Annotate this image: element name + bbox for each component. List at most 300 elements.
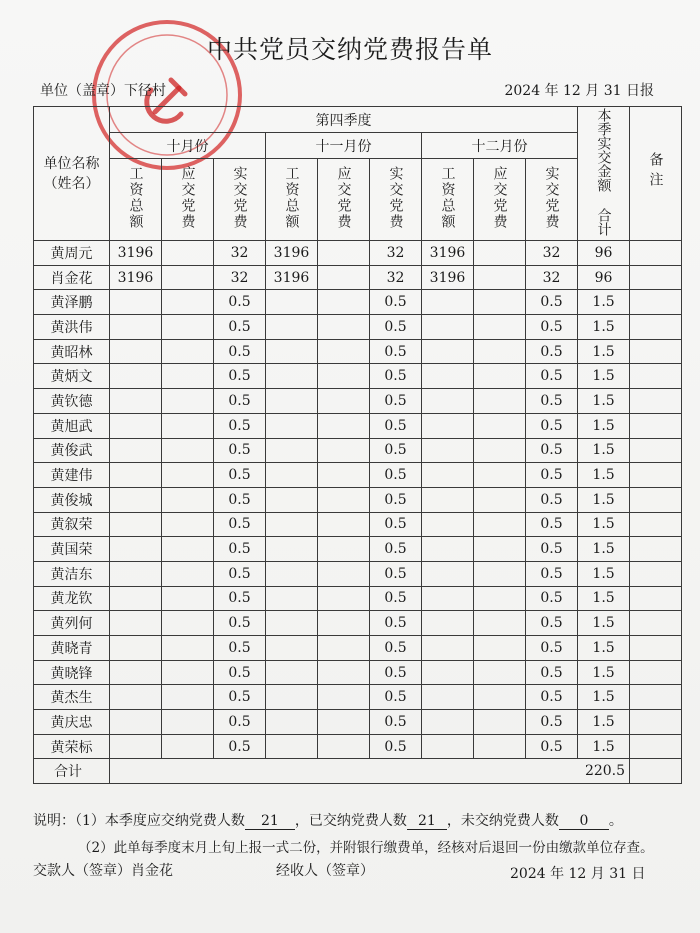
dues-cell xyxy=(162,660,214,685)
member-name: 黄庆忠 xyxy=(34,710,110,735)
header-name-col xyxy=(34,107,110,241)
receiver-label: 经收人（签章） xyxy=(276,863,374,879)
dues-cell xyxy=(266,438,318,463)
dues-cell: 0.5 xyxy=(214,512,266,537)
quarter-total: 96 xyxy=(578,265,630,290)
member-name: 黄周元 xyxy=(34,241,110,266)
table-row xyxy=(34,586,682,611)
remarks-cell xyxy=(630,611,682,636)
quarter-total: 1.5 xyxy=(578,290,630,315)
header-sub-col-text: 工资总额 xyxy=(439,165,456,230)
remarks-cell xyxy=(630,339,682,364)
member-name: 黄泽鹏 xyxy=(34,290,110,315)
dues-cell xyxy=(266,290,318,315)
dues-cell xyxy=(318,586,370,611)
dues-cell xyxy=(318,487,370,512)
dues-cell xyxy=(110,710,162,735)
table-row xyxy=(34,734,682,759)
dues-cell: 0.5 xyxy=(526,685,578,710)
dues-cell xyxy=(422,339,474,364)
dues-cell xyxy=(162,315,214,340)
table-row xyxy=(34,389,682,414)
remarks-cell xyxy=(630,487,682,512)
dues-cell: 0.5 xyxy=(214,315,266,340)
dues-cell xyxy=(162,512,214,537)
remarks-cell xyxy=(630,537,682,562)
quarter-total: 1.5 xyxy=(578,364,630,389)
unpaid-count: 0 xyxy=(559,813,609,830)
dues-cell xyxy=(474,438,526,463)
remarks-cell xyxy=(630,413,682,438)
dues-cell xyxy=(162,487,214,512)
table-row xyxy=(34,685,682,710)
dues-cell xyxy=(110,734,162,759)
dues-cell: 0.5 xyxy=(526,636,578,661)
sum-label: 合计 xyxy=(34,759,110,784)
note-prefix: 说明：（1）本季度应交纳党费人数 xyxy=(33,813,245,829)
table-row xyxy=(34,537,682,562)
member-name: 黄俊武 xyxy=(34,438,110,463)
header-sub-col xyxy=(526,159,578,241)
dues-cell: 0.5 xyxy=(370,413,422,438)
due-count: 21 xyxy=(245,813,295,830)
dues-cell xyxy=(474,636,526,661)
dues-cell xyxy=(422,315,474,340)
dues-cell: 0.5 xyxy=(526,660,578,685)
table-row xyxy=(34,438,682,463)
dues-cell: 0.5 xyxy=(214,364,266,389)
quarter-total: 1.5 xyxy=(578,463,630,488)
header-sub-col xyxy=(266,159,318,241)
unit-name: 下径村 xyxy=(124,83,166,99)
dues-cell xyxy=(162,413,214,438)
dues-cell xyxy=(110,512,162,537)
table-row xyxy=(34,636,682,661)
dues-cell xyxy=(318,339,370,364)
footer-date: 2024 年 12 月 31 日 xyxy=(510,866,646,882)
dues-cell xyxy=(162,290,214,315)
note-end: 。 xyxy=(608,813,623,829)
dues-cell xyxy=(318,241,370,266)
remarks-cell xyxy=(630,759,682,784)
quarter-total: 1.5 xyxy=(578,561,630,586)
header-sub-col xyxy=(214,159,266,241)
dues-cell: 0.5 xyxy=(370,636,422,661)
dues-cell xyxy=(162,561,214,586)
dues-cell xyxy=(110,290,162,315)
header-remarks-text: 备注 xyxy=(647,151,664,192)
dues-cell: 0.5 xyxy=(214,685,266,710)
dues-cell xyxy=(422,364,474,389)
dues-cell xyxy=(162,636,214,661)
header-month-12: 十二月份 xyxy=(422,133,578,159)
payer-line xyxy=(33,860,173,880)
dues-cell xyxy=(266,487,318,512)
header-sub-col xyxy=(318,159,370,241)
dues-cell: 0.5 xyxy=(370,611,422,636)
dues-cell xyxy=(474,290,526,315)
dues-cell xyxy=(162,611,214,636)
dues-cell xyxy=(266,413,318,438)
member-name: 黄炳文 xyxy=(34,364,110,389)
dues-cell xyxy=(474,537,526,562)
dues-cell: 0.5 xyxy=(214,561,266,586)
member-name: 黄荣标 xyxy=(34,734,110,759)
remarks-cell xyxy=(630,265,682,290)
dues-cell: 0.5 xyxy=(214,734,266,759)
quarter-total: 1.5 xyxy=(578,710,630,735)
header-sub-col-text: 应交党费 xyxy=(179,165,196,230)
dues-cell xyxy=(474,561,526,586)
dues-cell xyxy=(162,364,214,389)
member-name: 黄龙钦 xyxy=(34,586,110,611)
member-name: 黄叙荣 xyxy=(34,512,110,537)
dues-cell: 0.5 xyxy=(370,660,422,685)
dues-cell xyxy=(318,512,370,537)
sum-row xyxy=(34,759,682,784)
dues-cell xyxy=(318,636,370,661)
dues-cell xyxy=(474,265,526,290)
header-sub-col-text: 应交党费 xyxy=(335,165,352,230)
dues-cell: 0.5 xyxy=(370,561,422,586)
dues-cell: 0.5 xyxy=(370,734,422,759)
quarter-total: 1.5 xyxy=(578,438,630,463)
member-name: 黄晓锋 xyxy=(34,660,110,685)
dues-cell: 3196 xyxy=(266,265,318,290)
header-sub-col xyxy=(474,159,526,241)
dues-cell xyxy=(474,710,526,735)
dues-cell xyxy=(474,512,526,537)
dues-cell: 0.5 xyxy=(370,290,422,315)
dues-cell xyxy=(422,636,474,661)
page-title: 中共党员交纳党费报告单 xyxy=(206,35,493,64)
table-row xyxy=(34,463,682,488)
dues-cell: 0.5 xyxy=(214,339,266,364)
dues-cell xyxy=(422,586,474,611)
dues-cell xyxy=(318,734,370,759)
dues-cell: 0.5 xyxy=(214,537,266,562)
dues-cell xyxy=(474,611,526,636)
remarks-cell xyxy=(630,734,682,759)
header-sub-col-text: 实交党费 xyxy=(231,165,248,230)
dues-cell xyxy=(318,389,370,414)
remarks-cell xyxy=(630,290,682,315)
dues-cell xyxy=(422,413,474,438)
dues-cell xyxy=(318,710,370,735)
table-row xyxy=(34,241,682,266)
dues-cell xyxy=(110,636,162,661)
dues-cell xyxy=(110,685,162,710)
member-name: 黄昭林 xyxy=(34,339,110,364)
dues-cell xyxy=(162,586,214,611)
dues-cell xyxy=(318,413,370,438)
remarks-cell xyxy=(630,685,682,710)
table-row xyxy=(34,339,682,364)
dues-cell: 0.5 xyxy=(370,339,422,364)
dues-cell: 0.5 xyxy=(214,660,266,685)
dues-cell: 0.5 xyxy=(370,438,422,463)
header-sub-col-text: 实交党费 xyxy=(543,165,560,230)
header-sub-col-text: 工资总额 xyxy=(127,165,144,230)
dues-cell xyxy=(318,561,370,586)
dues-cell xyxy=(266,315,318,340)
dues-cell xyxy=(422,487,474,512)
payer-label: 交款人（签章） xyxy=(33,863,131,879)
dues-cell xyxy=(110,586,162,611)
dues-cell xyxy=(266,339,318,364)
dues-cell: 0.5 xyxy=(526,364,578,389)
member-name: 黄旭武 xyxy=(34,413,110,438)
dues-cell: 32 xyxy=(526,265,578,290)
table-row xyxy=(34,487,682,512)
dues-cell xyxy=(422,660,474,685)
remarks-cell xyxy=(630,561,682,586)
header-sub-col xyxy=(162,159,214,241)
dues-cell xyxy=(474,463,526,488)
dues-cell: 0.5 xyxy=(214,586,266,611)
dues-cell xyxy=(110,413,162,438)
dues-cell xyxy=(110,364,162,389)
dues-cell xyxy=(318,290,370,315)
dues-cell xyxy=(266,364,318,389)
dues-cell: 0.5 xyxy=(214,438,266,463)
dues-cell xyxy=(162,265,214,290)
member-name: 黄列何 xyxy=(34,611,110,636)
dues-cell xyxy=(110,487,162,512)
dues-cell xyxy=(422,611,474,636)
header-remarks-col xyxy=(630,107,682,241)
note-line-2: （2）此单每季度末月上旬上报一式二份，并附银行缴费单，经核对后退回一份由缴款单位存查。 xyxy=(78,840,654,856)
dues-cell: 0.5 xyxy=(214,389,266,414)
dues-cell: 0.5 xyxy=(526,315,578,340)
dues-cell: 0.5 xyxy=(370,537,422,562)
dues-cell: 0.5 xyxy=(370,512,422,537)
header-sub-col xyxy=(370,159,422,241)
header-sub-col-text: 应交党费 xyxy=(491,165,508,230)
dues-cell xyxy=(266,685,318,710)
note-mid-1: ，已交纳党费人数 xyxy=(294,813,407,829)
quarter-total: 1.5 xyxy=(578,487,630,512)
dues-cell: 0.5 xyxy=(526,586,578,611)
table-row xyxy=(34,290,682,315)
dues-cell: 0.5 xyxy=(214,636,266,661)
dues-cell xyxy=(162,339,214,364)
dues-cell: 0.5 xyxy=(370,685,422,710)
dues-cell: 0.5 xyxy=(370,364,422,389)
dues-cell xyxy=(318,364,370,389)
dues-cell: 0.5 xyxy=(214,611,266,636)
table-row xyxy=(34,512,682,537)
quarter-total: 1.5 xyxy=(578,685,630,710)
note-mid-2: ，未交纳党费人数 xyxy=(446,813,559,829)
dues-cell xyxy=(474,315,526,340)
table-row xyxy=(34,660,682,685)
header-month-11: 十一月份 xyxy=(266,133,422,159)
quarter-total: 96 xyxy=(578,241,630,266)
dues-cell: 0.5 xyxy=(214,710,266,735)
remarks-cell xyxy=(630,463,682,488)
paid-count: 21 xyxy=(407,813,447,830)
note-line-1 xyxy=(33,810,623,830)
dues-cell: 0.5 xyxy=(370,586,422,611)
dues-cell xyxy=(318,265,370,290)
dues-cell: 0.5 xyxy=(526,710,578,735)
quarter-total: 1.5 xyxy=(578,512,630,537)
dues-cell: 0.5 xyxy=(370,487,422,512)
dues-cell xyxy=(474,734,526,759)
dues-cell: 0.5 xyxy=(526,611,578,636)
dues-cell xyxy=(162,537,214,562)
dues-table xyxy=(33,106,682,784)
dues-cell: 0.5 xyxy=(214,487,266,512)
dues-cell xyxy=(266,389,318,414)
quarter-total: 1.5 xyxy=(578,413,630,438)
dues-cell xyxy=(110,660,162,685)
member-name: 黄晓青 xyxy=(34,636,110,661)
table-row xyxy=(34,413,682,438)
dues-cell xyxy=(422,685,474,710)
dues-cell: 0.5 xyxy=(214,290,266,315)
dues-cell xyxy=(318,438,370,463)
dues-cell xyxy=(474,339,526,364)
table-row xyxy=(34,315,682,340)
member-name: 黄建伟 xyxy=(34,463,110,488)
dues-cell xyxy=(266,586,318,611)
dues-cell xyxy=(162,685,214,710)
header-sub-col xyxy=(110,159,162,241)
dues-cell xyxy=(422,710,474,735)
quarter-total: 1.5 xyxy=(578,315,630,340)
dues-cell xyxy=(110,389,162,414)
remarks-cell xyxy=(630,710,682,735)
dues-cell xyxy=(422,290,474,315)
dues-cell: 3196 xyxy=(422,241,474,266)
dues-cell xyxy=(318,611,370,636)
dues-cell xyxy=(266,636,318,661)
dues-cell: 0.5 xyxy=(526,487,578,512)
unit-line xyxy=(40,80,166,100)
header-total-text: 本季实交金额 合计 xyxy=(595,107,612,236)
dues-cell xyxy=(110,438,162,463)
remarks-cell xyxy=(630,389,682,414)
member-name: 黄洪伟 xyxy=(34,315,110,340)
member-name: 黄杰生 xyxy=(34,685,110,710)
dues-cell xyxy=(162,710,214,735)
dues-cell: 3196 xyxy=(110,265,162,290)
header-name-text: 单位名称（姓名） xyxy=(43,155,100,192)
table-row xyxy=(34,611,682,636)
dues-cell xyxy=(162,241,214,266)
member-name: 黄钦德 xyxy=(34,389,110,414)
dues-cell xyxy=(266,734,318,759)
dues-cell: 0.5 xyxy=(526,734,578,759)
header-sub-col-text: 工资总额 xyxy=(283,165,300,230)
quarter-total: 1.5 xyxy=(578,586,630,611)
header-month-10: 十月份 xyxy=(110,133,266,159)
payer-name: 肖金花 xyxy=(131,863,173,879)
dues-cell xyxy=(266,710,318,735)
quarter-total: 1.5 xyxy=(578,660,630,685)
dues-cell xyxy=(474,487,526,512)
dues-cell: 0.5 xyxy=(526,413,578,438)
dues-cell: 0.5 xyxy=(370,463,422,488)
dues-cell: 0.5 xyxy=(370,710,422,735)
dues-cell xyxy=(162,463,214,488)
dues-cell xyxy=(474,389,526,414)
quarter-total: 1.5 xyxy=(578,339,630,364)
dues-cell: 0.5 xyxy=(526,389,578,414)
report-date: 2024 年 12 月 31 日报 xyxy=(504,83,654,99)
dues-cell: 0.5 xyxy=(526,561,578,586)
dues-cell: 0.5 xyxy=(214,413,266,438)
dues-cell: 3196 xyxy=(422,265,474,290)
unit-label: 单位（盖章） xyxy=(40,83,124,99)
dues-cell xyxy=(110,561,162,586)
table-row xyxy=(34,710,682,735)
dues-cell xyxy=(422,537,474,562)
dues-cell: 32 xyxy=(214,265,266,290)
dues-cell xyxy=(266,537,318,562)
dues-cell xyxy=(266,561,318,586)
remarks-cell xyxy=(630,315,682,340)
dues-cell: 0.5 xyxy=(526,537,578,562)
dues-cell xyxy=(474,685,526,710)
dues-cell xyxy=(162,734,214,759)
remarks-cell xyxy=(630,438,682,463)
remarks-cell xyxy=(630,636,682,661)
dues-cell: 32 xyxy=(526,241,578,266)
quarter-total: 1.5 xyxy=(578,611,630,636)
dues-cell xyxy=(474,364,526,389)
header-total-col xyxy=(578,107,630,241)
dues-cell xyxy=(422,438,474,463)
dues-cell xyxy=(266,611,318,636)
table-row xyxy=(34,265,682,290)
table-row xyxy=(34,561,682,586)
dues-cell: 0.5 xyxy=(526,512,578,537)
dues-cell: 0.5 xyxy=(370,389,422,414)
dues-cell xyxy=(474,660,526,685)
dues-cell xyxy=(422,561,474,586)
dues-cell xyxy=(110,315,162,340)
dues-cell xyxy=(422,512,474,537)
dues-cell: 0.5 xyxy=(526,339,578,364)
member-name: 黄俊城 xyxy=(34,487,110,512)
dues-cell xyxy=(266,660,318,685)
dues-cell xyxy=(318,537,370,562)
dues-cell xyxy=(318,315,370,340)
dues-cell xyxy=(110,611,162,636)
remarks-cell xyxy=(630,660,682,685)
dues-cell xyxy=(266,463,318,488)
member-name: 肖金花 xyxy=(34,265,110,290)
dues-cell xyxy=(422,463,474,488)
dues-cell xyxy=(318,685,370,710)
sum-total: 220.5 xyxy=(110,759,630,784)
dues-cell: 0.5 xyxy=(370,315,422,340)
dues-cell xyxy=(422,734,474,759)
member-name: 黄国荣 xyxy=(34,537,110,562)
dues-cell xyxy=(318,660,370,685)
dues-cell xyxy=(266,512,318,537)
table-row xyxy=(34,364,682,389)
dues-cell xyxy=(474,586,526,611)
dues-cell xyxy=(162,438,214,463)
dues-cell xyxy=(474,413,526,438)
quarter-total: 1.5 xyxy=(578,734,630,759)
dues-cell: 0.5 xyxy=(526,463,578,488)
remarks-cell xyxy=(630,586,682,611)
